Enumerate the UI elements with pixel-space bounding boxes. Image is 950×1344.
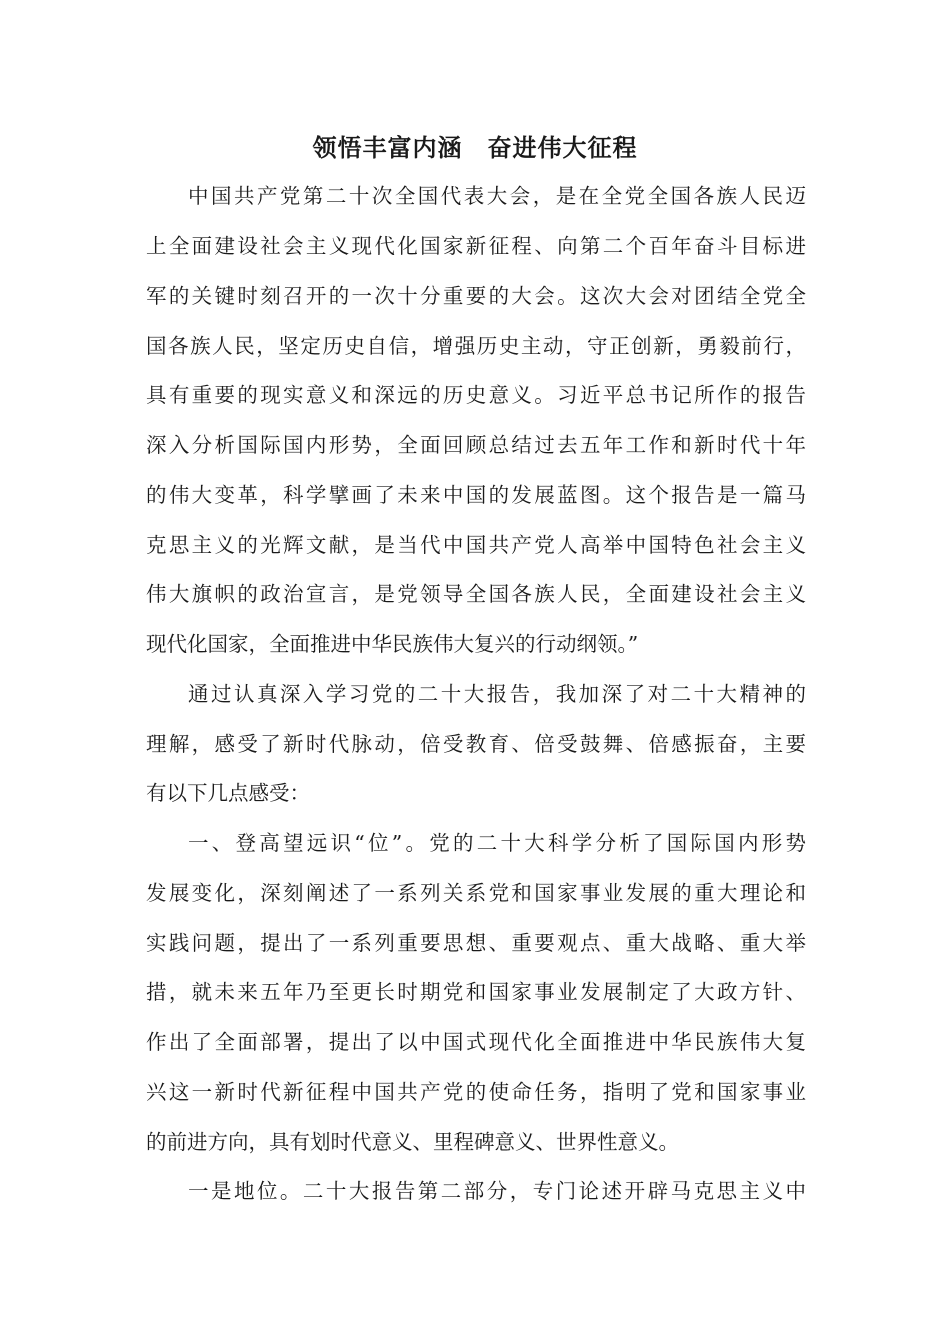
body-line: 有以下几点感受： [146,781,310,805]
body-line: 上全面建设社会主义现代化国家新征程、向第二个百年奋斗目标进 [146,234,806,258]
body-line: 作出了全面部署，提出了以中国式现代化全面推进中华民族伟大复 [146,1030,806,1054]
body-line: 一、登高望远识“位”。党的二十大科学分析了国际国内形势 [188,831,806,855]
body-line: 现代化国家，全面推进中华民族伟大复兴的行动纲领。” [146,632,639,656]
body-line: 通过认真深入学习党的二十大报告，我加深了对二十大精神的 [188,682,806,706]
body-line: 的伟大变革，科学擘画了未来中国的发展蓝图。这个报告是一篇马 [146,483,806,507]
body-line: 一是地位。二十大报告第二部分，专门论述开辟马克思主义中 [188,1179,806,1203]
body-line: 发展变化，深刻阐述了一系列关系党和国家事业发展的重大理论和 [146,881,806,905]
body-line: 实践问题，提出了一系列重要思想、重要观点、重大战略、重大举 [146,931,806,955]
body-line: 国各族人民，坚定历史自信，增强历史主动，守正创新，勇毅前行， [146,334,806,358]
body-line: 的前进方向，具有划时代意义、里程碑意义、世界性意义。 [146,1130,679,1154]
body-line: 深入分析国际国内形势，全面回顾总结过去五年工作和新时代十年 [146,433,806,457]
document-title: 领悟丰富内涵 奋进伟大征程 [312,134,638,162]
body-line: 军的关键时刻召开的一次十分重要的大会。这次大会对团结全党全 [146,284,806,308]
body-line: 中国共产党第二十次全国代表大会，是在全党全国各族人民迈 [188,184,806,208]
body-line: 具有重要的现实意义和深远的历史意义。习近平总书记所作的报告 [146,383,806,407]
body-line: 兴这一新时代新征程中国共产党的使命任务，指明了党和国家事业 [146,1080,806,1104]
body-line: 克思主义的光辉文献，是当代中国共产党人高举中国特色社会主义 [146,533,806,557]
body-line: 伟大旗帜的政治宣言，是党领导全国各族人民，全面建设社会主义 [146,582,806,606]
body-line: 理解，感受了新时代脉动，倍受教育、倍受鼓舞、倍感振奋，主要 [146,732,806,756]
body-line: 措，就未来五年乃至更长时期党和国家事业发展制定了大政方针、 [146,980,806,1004]
